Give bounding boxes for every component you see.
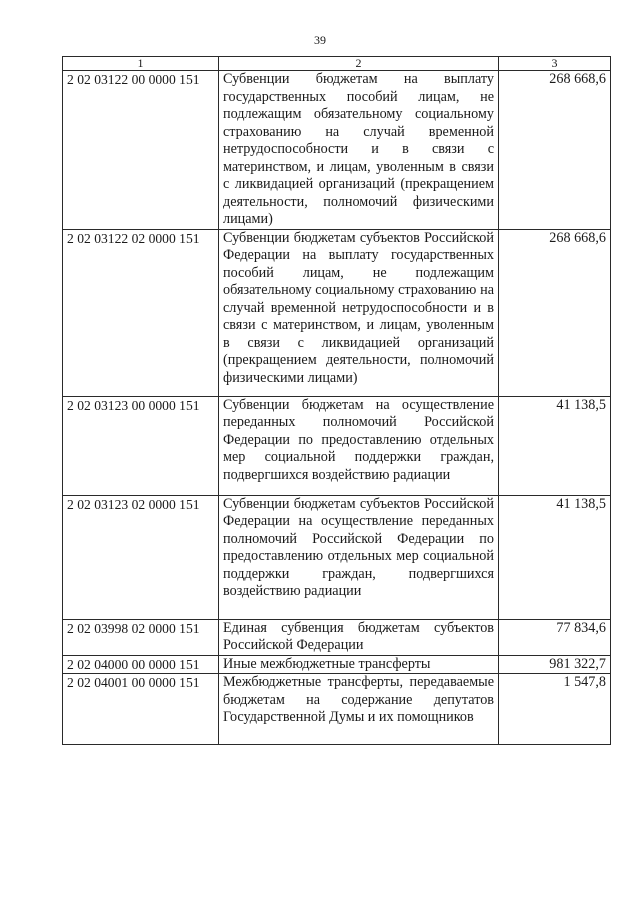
page-number: 39	[314, 33, 326, 47]
table-row	[63, 495, 611, 619]
row-amount: 268 668,6	[499, 71, 611, 230]
row-code: 2 02 03123 00 0000 151	[63, 396, 219, 495]
row-description: Иные межбюджетные трансферты	[219, 655, 499, 674]
table-row	[63, 674, 611, 745]
row-code: 2 02 03122 02 0000 151	[63, 229, 219, 396]
column-header-amount: 3	[499, 57, 611, 71]
budget-table	[62, 56, 611, 745]
row-description: Субвенции бюджетам на выплату государственных пособий лицам, не подлежащим обязательному социальному страхованию на случай временной нетрудоспособности и в связи с материнством, и лицам, уволенным в связи с ликвидацией организаций (прекращением деятельности, полномочий физическими лицами)	[219, 71, 499, 230]
table-row	[63, 655, 611, 674]
row-description: Межбюджетные трансферты, передаваемые бюджетам на содержание депутатов Государственной Думы и их помощников	[219, 674, 499, 745]
table-row	[63, 619, 611, 655]
row-amount: 1 547,8	[499, 674, 611, 745]
row-amount: 77 834,6	[499, 619, 611, 655]
header-row	[63, 57, 611, 71]
row-code: 2 02 03123 02 0000 151	[63, 495, 219, 619]
row-description: Субвенции бюджетам субъектов Российской Федерации на осуществление переданных полномочий Российской Федерации по предоставлению отдельных мер социальной поддержки граждан, подвергшихся воздействию радиации	[219, 495, 499, 619]
table-row	[63, 229, 611, 396]
table-row	[63, 71, 611, 230]
row-code: 2 02 04000 00 0000 151	[63, 655, 219, 674]
row-code: 2 02 04001 00 0000 151	[63, 674, 219, 745]
column-header-description: 2	[219, 57, 499, 71]
row-amount: 41 138,5	[499, 396, 611, 495]
row-code: 2 02 03998 02 0000 151	[63, 619, 219, 655]
row-description: Субвенции бюджетам на осуществление переданных полномочий Российской Федерации по предоставлению отдельных мер социальной поддержки граждан, подвергшихся воздействию радиации	[219, 396, 499, 495]
column-header-code: 1	[63, 57, 219, 71]
row-amount: 268 668,6	[499, 229, 611, 396]
table-row	[63, 396, 611, 495]
row-description: Единая субвенция бюджетам субъектов Российской Федерации	[219, 619, 499, 655]
row-code: 2 02 03122 00 0000 151	[63, 71, 219, 230]
row-amount: 981 322,7	[499, 655, 611, 674]
row-amount: 41 138,5	[499, 495, 611, 619]
row-description: Субвенции бюджетам субъектов Российской Федерации на выплату государственных пособий лицам, не подлежащим обязательному социальному страхованию на случай временной нетрудоспособности и в связи с материнством, и лицам, уволенным в связи с ликвидацией организаций (прекращением деятельности, полномочий физическими лицами)	[219, 229, 499, 396]
